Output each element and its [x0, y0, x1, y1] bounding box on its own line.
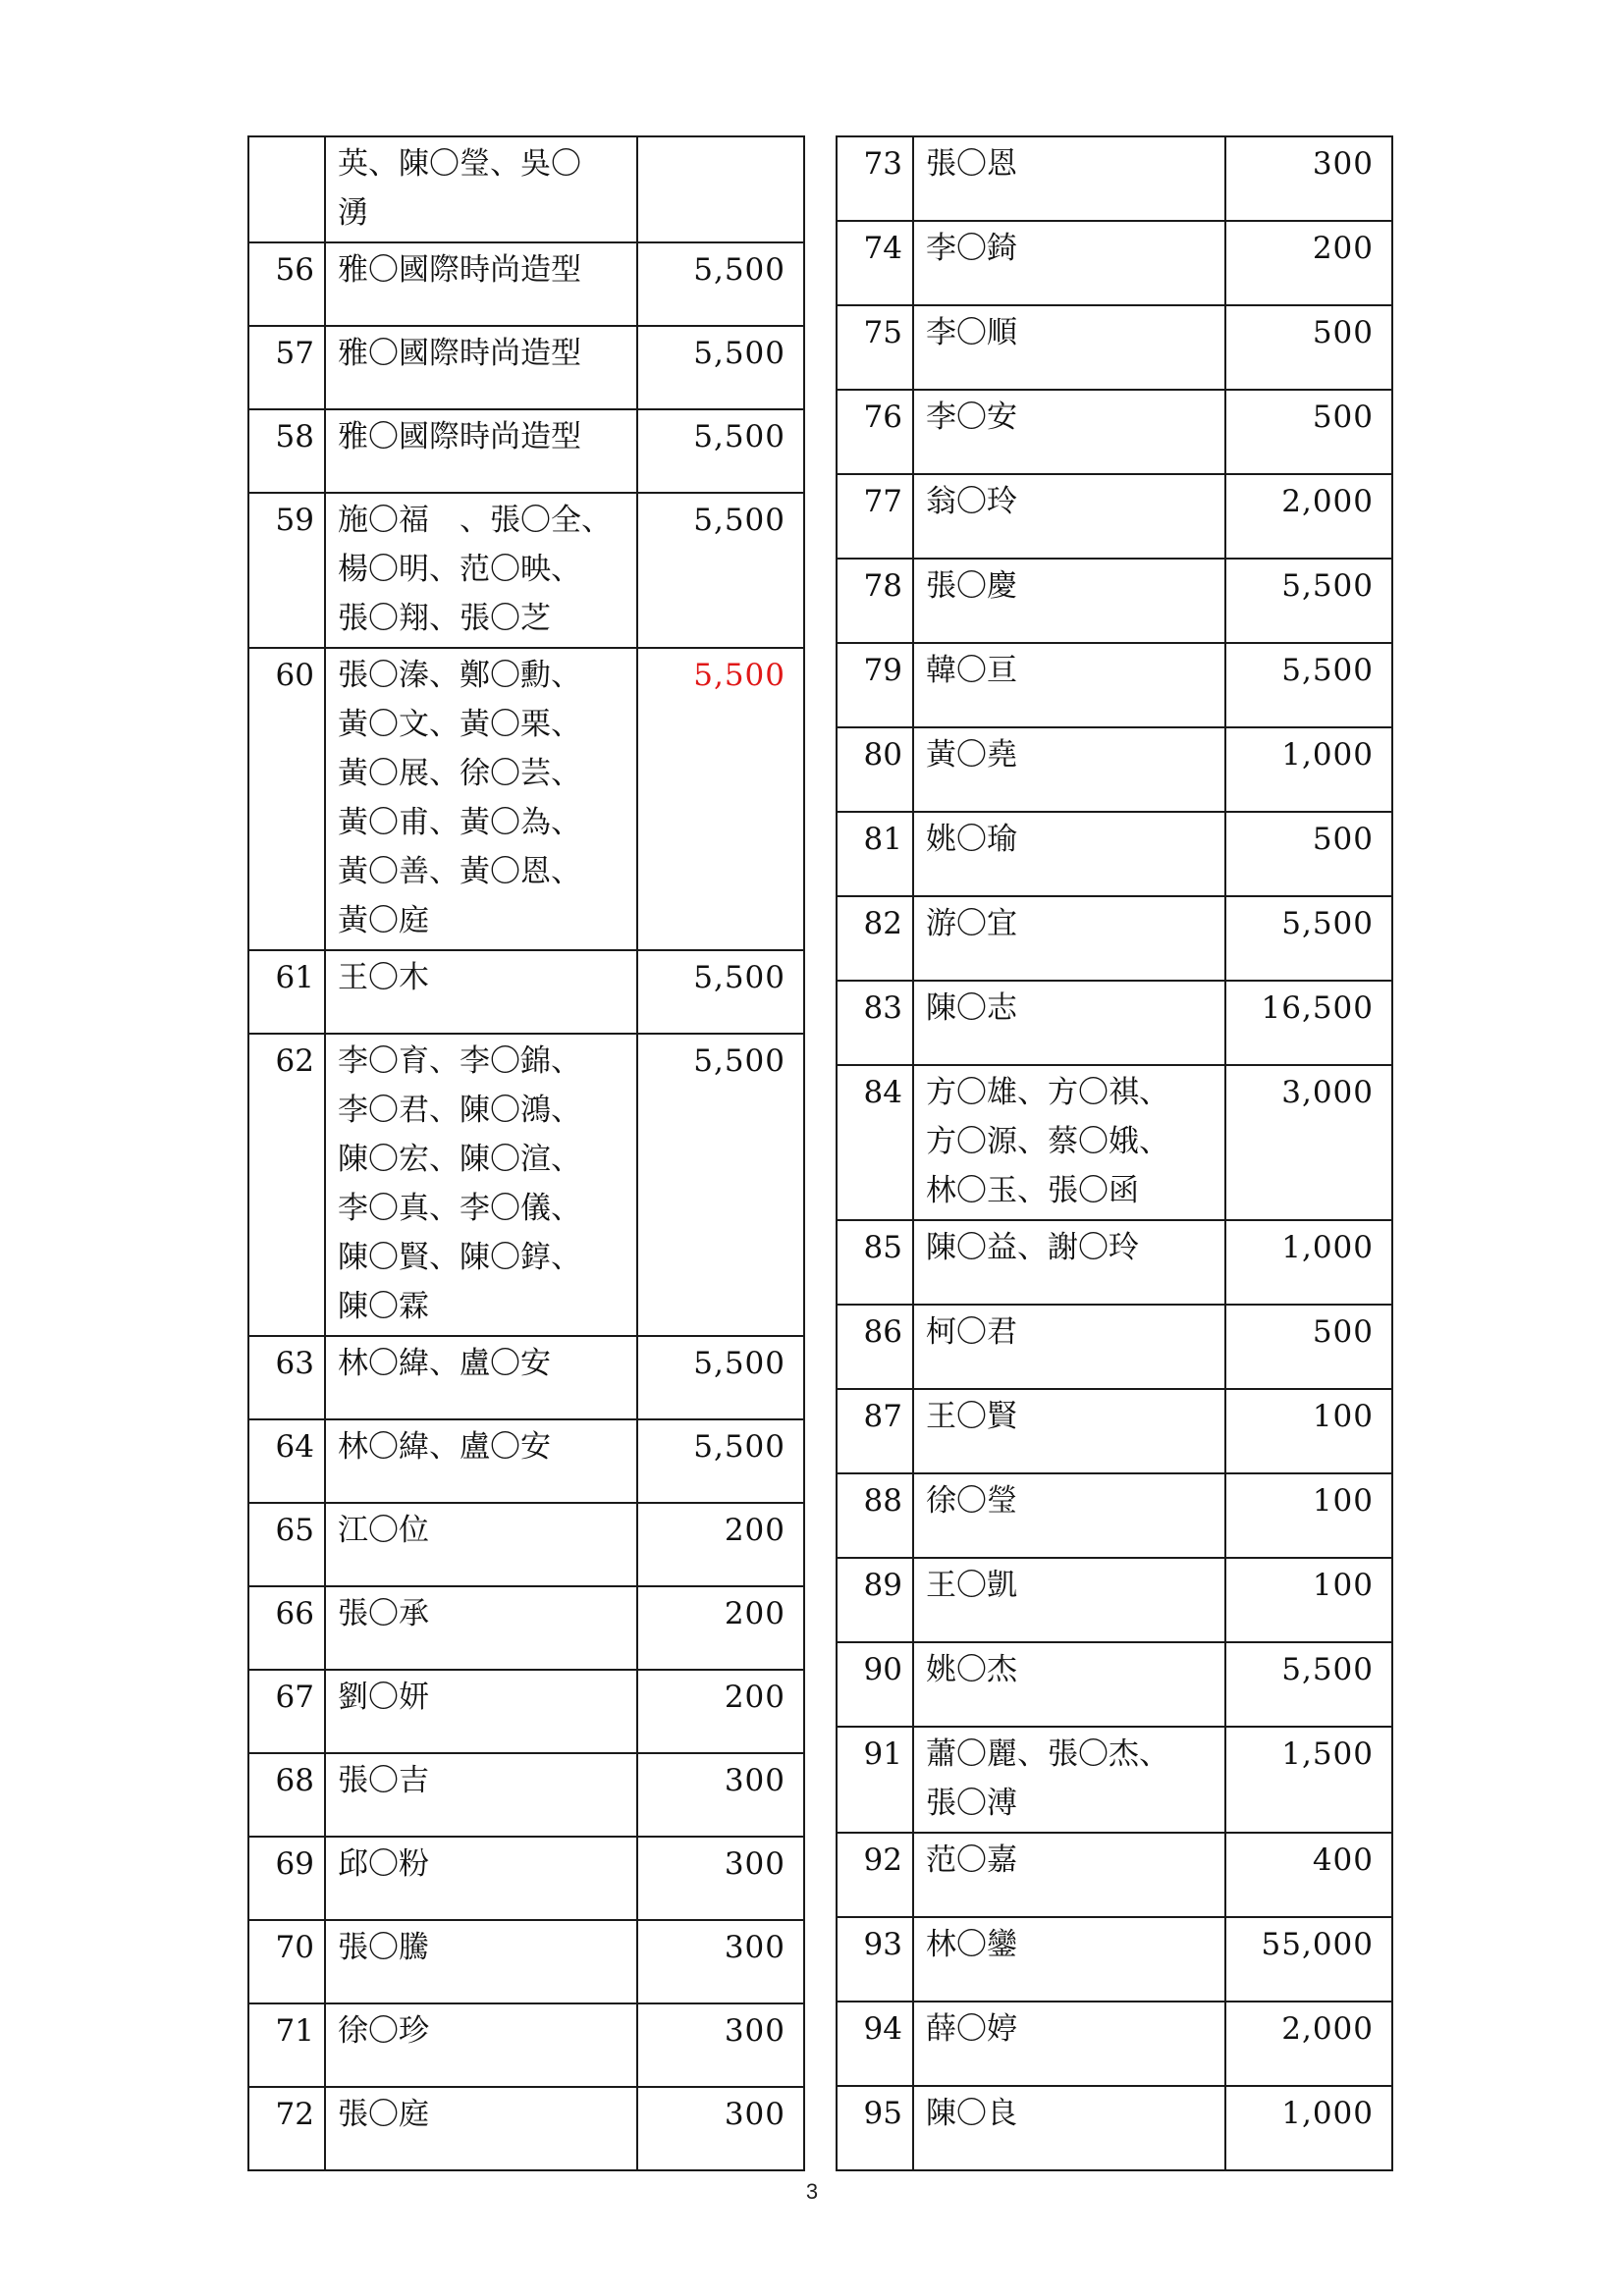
donation-amount: 3,000: [1225, 1065, 1392, 1220]
row-number: 61: [248, 950, 325, 1034]
row-number: 82: [837, 896, 913, 981]
row-number: 81: [837, 812, 913, 896]
row-number: 86: [837, 1305, 913, 1389]
donation-amount: 500: [1225, 812, 1392, 896]
donation-amount: 5,500: [1225, 1642, 1392, 1727]
donor-name: 范〇嘉: [913, 1833, 1225, 1917]
table-row: [837, 1305, 1392, 1389]
donation-amount: 5,500: [637, 950, 804, 1034]
donation-amount: 5,500: [637, 1336, 804, 1419]
donation-amount: 5,500: [637, 242, 804, 326]
donation-amount: 5,500: [1225, 643, 1392, 727]
donor-name: 游〇宜: [913, 896, 1225, 981]
row-number: 80: [837, 727, 913, 812]
table-row: [248, 136, 804, 242]
row-number: 59: [248, 493, 325, 648]
donor-name: 蕭〇麗、張〇杰、 張〇溥: [913, 1727, 1225, 1833]
table-row: [837, 812, 1392, 896]
donation-amount: 5,500: [637, 326, 804, 409]
row-number: 95: [837, 2086, 913, 2170]
donor-name: 張〇庭: [325, 2087, 637, 2170]
donation-table-right: [836, 135, 1393, 2171]
donor-name: 韓〇亘: [913, 643, 1225, 727]
table-row: [837, 559, 1392, 643]
donation-amount: 1,000: [1225, 1220, 1392, 1305]
donor-name: 李〇順: [913, 305, 1225, 390]
donation-amount: 500: [1225, 1305, 1392, 1389]
donor-name: 李〇安: [913, 390, 1225, 474]
row-number: 74: [837, 221, 913, 305]
row-number: 62: [248, 1034, 325, 1336]
table-row: [248, 1419, 804, 1503]
donation-amount: 5,500: [637, 493, 804, 648]
table-row: [837, 1727, 1392, 1833]
row-number: 63: [248, 1336, 325, 1419]
row-number: 58: [248, 409, 325, 493]
row-number: 69: [248, 1837, 325, 1920]
table-row: [837, 1917, 1392, 2002]
row-number: 92: [837, 1833, 913, 1917]
donation-amount: 300: [1225, 136, 1392, 221]
donor-name: 陳〇良: [913, 2086, 1225, 2170]
table-row: [837, 1065, 1392, 1220]
table-row: [837, 390, 1392, 474]
donation-amount: 5,500: [1225, 559, 1392, 643]
donor-name: 雅〇國際時尚造型: [325, 242, 637, 326]
row-number: 57: [248, 326, 325, 409]
table-row: [837, 1473, 1392, 1558]
table-row: [248, 950, 804, 1034]
donation-amount: 300: [637, 2087, 804, 2170]
donor-name: 王〇凱: [913, 1558, 1225, 1642]
donor-name: 施〇福 、張〇全、 楊〇明、范〇映、 張〇翔、張〇芝: [325, 493, 637, 648]
table-row: [837, 1833, 1392, 1917]
row-number: 77: [837, 474, 913, 559]
table-row: [248, 409, 804, 493]
table-row: [837, 305, 1392, 390]
donor-name: 林〇緯、盧〇安: [325, 1336, 637, 1419]
row-number: 72: [248, 2087, 325, 2170]
donation-amount: 200: [637, 1670, 804, 1753]
row-number: 93: [837, 1917, 913, 2002]
donation-amount: 1,500: [1225, 1727, 1392, 1833]
donor-name: 張〇恩: [913, 136, 1225, 221]
table-row: [837, 2086, 1392, 2170]
donation-amount: 55,000: [1225, 1917, 1392, 2002]
donor-name: 林〇鑾: [913, 1917, 1225, 2002]
row-number: 83: [837, 981, 913, 1065]
donation-amount: 300: [637, 1753, 804, 1837]
donation-amount: 1,000: [1225, 2086, 1392, 2170]
table-row: [837, 2002, 1392, 2086]
donation-amount: 1,000: [1225, 727, 1392, 812]
donor-name: 黃〇堯: [913, 727, 1225, 812]
row-number: 68: [248, 1753, 325, 1837]
donation-amount: 100: [1225, 1473, 1392, 1558]
row-number: 73: [837, 136, 913, 221]
table-row: [248, 1336, 804, 1419]
table-row: [837, 1642, 1392, 1727]
table-row: [248, 648, 804, 950]
donor-name: 雅〇國際時尚造型: [325, 409, 637, 493]
donor-name: 張〇騰: [325, 1920, 637, 2003]
row-number: 76: [837, 390, 913, 474]
table-row: [248, 1920, 804, 2003]
row-number: 91: [837, 1727, 913, 1833]
donor-name: 林〇緯、盧〇安: [325, 1419, 637, 1503]
donor-name: 方〇雄、方〇祺、 方〇源、蔡〇娥、 林〇玉、張〇函: [913, 1065, 1225, 1220]
donor-name: 英、陳〇瑩、吳〇 湧: [325, 136, 637, 242]
donation-amount: 5,500: [637, 409, 804, 493]
row-number: 87: [837, 1389, 913, 1473]
donation-amount: 100: [1225, 1558, 1392, 1642]
donor-name: 翁〇玲: [913, 474, 1225, 559]
row-number: 78: [837, 559, 913, 643]
table-row: [248, 493, 804, 648]
table-row: [248, 1586, 804, 1670]
table-row: [248, 242, 804, 326]
table-row: [837, 896, 1392, 981]
donation-amount: 200: [637, 1586, 804, 1670]
donation-amount: 200: [1225, 221, 1392, 305]
donor-name: 陳〇志: [913, 981, 1225, 1065]
row-number: 75: [837, 305, 913, 390]
donation-table-left: [247, 135, 805, 2171]
row-number: 64: [248, 1419, 325, 1503]
donor-name: 李〇育、李〇錦、 李〇君、陳〇鴻、 陳〇宏、陳〇渲、 李〇真、李〇儀、 陳〇賢、陳〇錞、 陳〇霖: [325, 1034, 637, 1336]
donor-name: 徐〇瑩: [913, 1473, 1225, 1558]
donation-amount: 100: [1225, 1389, 1392, 1473]
row-number: 85: [837, 1220, 913, 1305]
table-row: [837, 136, 1392, 221]
donation-amount: 500: [1225, 305, 1392, 390]
table-row: [837, 221, 1392, 305]
donor-name: 李〇錡: [913, 221, 1225, 305]
table-row: [248, 326, 804, 409]
donor-name: 邱〇粉: [325, 1837, 637, 1920]
row-number: 67: [248, 1670, 325, 1753]
donation-amount: 300: [637, 1920, 804, 2003]
donation-amount: 2,000: [1225, 474, 1392, 559]
row-number: 70: [248, 1920, 325, 2003]
donor-name: 雅〇國際時尚造型: [325, 326, 637, 409]
table-row: [248, 2003, 804, 2087]
donation-amount: [637, 136, 804, 242]
donation-amount: 16,500: [1225, 981, 1392, 1065]
row-number: 84: [837, 1065, 913, 1220]
row-number: 66: [248, 1586, 325, 1670]
table-row: [837, 981, 1392, 1065]
table-row: [248, 1503, 804, 1586]
donor-name: 徐〇珍: [325, 2003, 637, 2087]
row-number: 65: [248, 1503, 325, 1586]
donation-amount: 2,000: [1225, 2002, 1392, 2086]
donation-amount: 5,500: [1225, 896, 1392, 981]
donor-name: 江〇位: [325, 1503, 637, 1586]
table-row: [837, 727, 1392, 812]
row-number: 94: [837, 2002, 913, 2086]
page-number: 3: [805, 2179, 819, 2204]
table-row: [837, 1389, 1392, 1473]
donor-name: 劉〇妍: [325, 1670, 637, 1753]
donation-amount: 400: [1225, 1833, 1392, 1917]
table-row: [837, 1220, 1392, 1305]
donation-amount: 5,500: [637, 1419, 804, 1503]
donor-name: 王〇木: [325, 950, 637, 1034]
donor-name: 姚〇杰: [913, 1642, 1225, 1727]
donation-amount: 5,500: [637, 648, 804, 950]
row-number: 60: [248, 648, 325, 950]
row-number: 90: [837, 1642, 913, 1727]
donation-amount: 200: [637, 1503, 804, 1586]
row-number: 89: [837, 1558, 913, 1642]
donor-name: 張〇吉: [325, 1753, 637, 1837]
row-number: [248, 136, 325, 242]
donation-amount: 300: [637, 1837, 804, 1920]
donor-name: 張〇慶: [913, 559, 1225, 643]
table-row: [248, 1837, 804, 1920]
table-row: [248, 1753, 804, 1837]
table-row: [248, 1034, 804, 1336]
donor-name: 姚〇瑜: [913, 812, 1225, 896]
row-number: 56: [248, 242, 325, 326]
donor-name: 張〇溱、鄭〇勳、 黃〇文、黃〇栗、 黃〇展、徐〇芸、 黃〇甫、黃〇為、 黃〇善、黃〇恩、 黃〇庭: [325, 648, 637, 950]
donor-name: 陳〇益、謝〇玲: [913, 1220, 1225, 1305]
row-number: 79: [837, 643, 913, 727]
donor-name: 張〇承: [325, 1586, 637, 1670]
donor-name: 薛〇婷: [913, 2002, 1225, 2086]
table-row: [248, 1670, 804, 1753]
donation-amount: 300: [637, 2003, 804, 2087]
table-row: [248, 2087, 804, 2170]
donor-name: 柯〇君: [913, 1305, 1225, 1389]
row-number: 88: [837, 1473, 913, 1558]
donor-name: 王〇賢: [913, 1389, 1225, 1473]
table-row: [837, 643, 1392, 727]
donation-amount: 500: [1225, 390, 1392, 474]
donation-amount: 5,500: [637, 1034, 804, 1336]
table-row: [837, 1558, 1392, 1642]
row-number: 71: [248, 2003, 325, 2087]
table-row: [837, 474, 1392, 559]
